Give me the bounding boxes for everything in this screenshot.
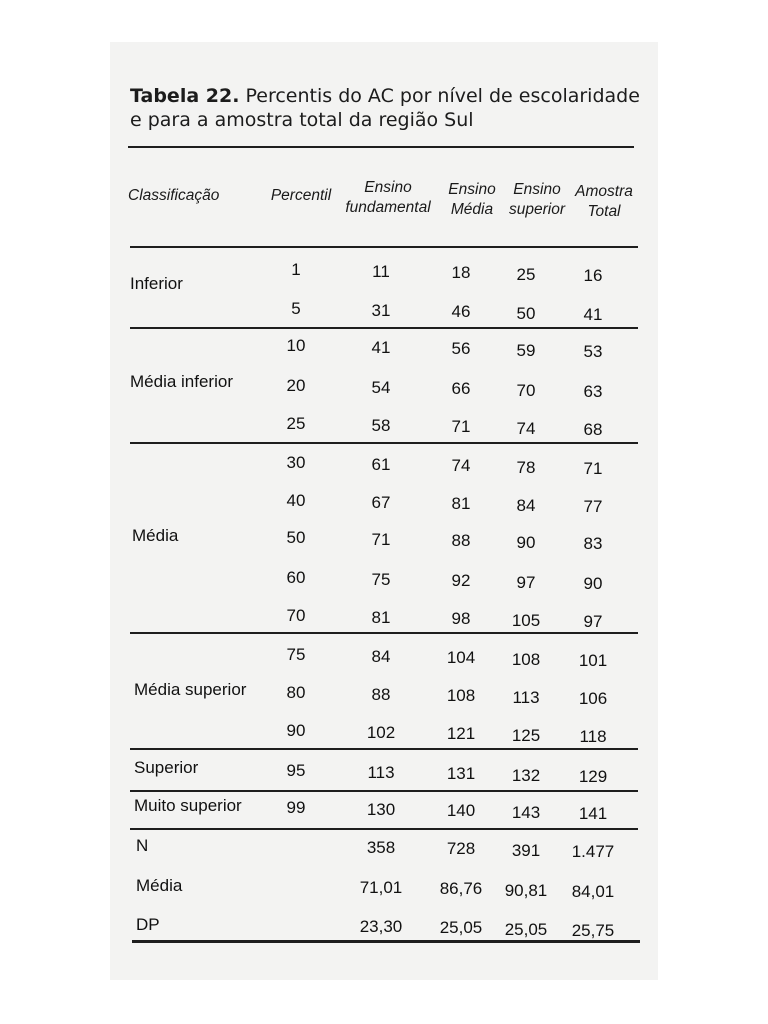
percentile-cell: 95 (286, 761, 306, 780)
media-stat: 25,05 (439, 918, 483, 938)
percentile-cell: 1 (291, 260, 301, 279)
header-total-line2: Total (587, 203, 621, 220)
superior-cell: 78 (516, 457, 536, 477)
superior-cell: 59 (516, 340, 536, 360)
percentile-cell: 60 (286, 568, 306, 587)
percentile-cell: 10 (286, 336, 306, 355)
media-cell: 81 (451, 494, 471, 514)
row-divider (130, 327, 638, 329)
classification-label: Média (132, 526, 179, 545)
percentile-cell: 75 (286, 645, 306, 664)
stat-label: N (136, 836, 149, 855)
media-cell: 74 (451, 456, 471, 476)
media-cell: 104 (446, 648, 476, 668)
superior-cell: 74 (516, 418, 536, 438)
media-cell: 56 (451, 339, 471, 359)
superior-cell: 132 (511, 765, 541, 785)
total-stat: 1.477 (571, 841, 615, 861)
percentile-cell: 50 (286, 528, 306, 547)
header-total-line1: Amostra (575, 183, 633, 200)
header-superior (502, 180, 572, 220)
fundamental-stat: 23,30 (359, 916, 403, 936)
total-cell: 16 (583, 265, 603, 285)
classification-label: Média superior (134, 680, 247, 699)
header-fundamental (338, 178, 438, 218)
header-total (568, 182, 640, 222)
row-divider (130, 632, 638, 634)
percentile-cell: 5 (291, 299, 301, 318)
row-divider (130, 748, 638, 750)
fundamental-cell: 75 (371, 569, 391, 589)
media-cell: 121 (446, 724, 476, 744)
fundamental-stat: 358 (366, 837, 396, 857)
fundamental-cell: 102 (366, 722, 396, 742)
superior-cell: 125 (511, 725, 541, 745)
table-number: Tabela 22. (130, 85, 240, 107)
header-superior-line2: superior (509, 201, 565, 218)
total-stat: 25,75 (571, 920, 615, 940)
superior-stat: 391 (511, 840, 541, 860)
total-cell: 118 (579, 726, 607, 746)
table-caption (130, 84, 650, 132)
percentile-cell: 70 (286, 606, 306, 625)
percentile-cell: 20 (286, 376, 306, 395)
fundamental-cell: 11 (372, 261, 390, 281)
fundamental-cell: 130 (366, 799, 396, 819)
percentile-cell: 99 (286, 798, 306, 817)
total-cell: 129 (578, 766, 608, 786)
superior-cell: 105 (511, 610, 541, 630)
classification-label: Inferior (130, 274, 183, 293)
superior-cell: 143 (511, 802, 541, 822)
total-cell: 53 (583, 341, 603, 361)
header-media-line2: Média (450, 201, 494, 218)
superior-cell: 84 (516, 495, 536, 515)
fundamental-cell: 67 (371, 492, 391, 512)
classification-label: Muito superior (134, 796, 242, 815)
header-percentil (262, 186, 340, 206)
media-stat: 728 (446, 839, 476, 859)
fundamental-cell: 84 (371, 646, 391, 666)
superior-cell: 70 (516, 380, 536, 400)
fundamental-cell: 41 (371, 337, 391, 357)
header-percentil-text: Percentil (270, 187, 332, 204)
media-stat: 86,76 (439, 879, 483, 899)
media-cell: 92 (451, 571, 471, 591)
media-cell: 88 (451, 531, 471, 551)
total-cell: 101 (578, 650, 608, 670)
stat-label: DP (136, 915, 160, 934)
row-divider (130, 790, 638, 792)
header-classificacao-text: Classificação (128, 187, 220, 204)
media-cell: 18 (451, 263, 471, 283)
superior-cell: 113 (512, 687, 540, 707)
media-cell: 108 (446, 686, 476, 706)
total-cell: 90 (583, 573, 603, 593)
percentile-cell: 90 (286, 721, 306, 740)
superior-cell: 25 (516, 264, 536, 284)
header-media-line1: Ensino (448, 181, 496, 198)
fundamental-cell: 113 (367, 762, 395, 782)
classification-label: Superior (134, 758, 199, 777)
percentile-cell: 25 (286, 414, 306, 433)
total-cell: 83 (583, 533, 603, 553)
table-title: Percentis do AC por nível de escolaridade e para a amostra total da região Sul (130, 85, 640, 131)
media-cell: 98 (451, 609, 471, 629)
media-cell: 66 (451, 379, 471, 399)
superior-cell: 90 (516, 532, 536, 552)
superior-cell: 108 (511, 649, 541, 669)
classification-label: Média inferior (130, 372, 233, 391)
stat-label: Média (136, 876, 183, 895)
fundamental-cell: 71 (371, 529, 391, 549)
fundamental-cell: 31 (371, 300, 391, 320)
header-fundamental-line1: Ensino (364, 179, 412, 196)
total-cell: 97 (583, 611, 603, 631)
header-classificacao (128, 186, 219, 206)
superior-cell: 97 (516, 572, 536, 592)
header-fundamental-line2: fundamental (345, 199, 431, 216)
fundamental-cell: 61 (371, 454, 391, 474)
media-cell: 131 (446, 764, 476, 784)
row-divider (130, 442, 638, 444)
total-cell: 41 (583, 304, 603, 324)
total-cell: 141 (578, 803, 608, 823)
percentile-cell: 40 (286, 491, 306, 510)
total-cell: 77 (583, 496, 603, 516)
fundamental-stat: 71,01 (359, 877, 403, 897)
fundamental-cell: 81 (371, 607, 391, 627)
superior-cell: 50 (516, 303, 536, 323)
row-divider (130, 246, 638, 248)
total-cell: 106 (578, 688, 608, 708)
percentile-cell: 80 (286, 683, 306, 702)
header-media (440, 180, 504, 220)
superior-stat: 25,05 (504, 919, 548, 939)
fundamental-cell: 54 (371, 377, 391, 397)
media-cell: 71 (451, 417, 471, 437)
media-cell: 46 (451, 302, 471, 322)
header-superior-line1: Ensino (513, 181, 561, 198)
fundamental-cell: 58 (371, 415, 391, 435)
row-divider (130, 828, 638, 830)
top-rule (128, 146, 634, 148)
percentile-cell: 30 (286, 453, 306, 472)
fundamental-cell: 88 (371, 684, 391, 704)
total-stat: 84,01 (571, 881, 615, 901)
total-cell: 68 (583, 419, 603, 439)
media-cell: 140 (446, 801, 476, 821)
total-cell: 71 (583, 458, 603, 478)
superior-stat: 90,81 (504, 880, 548, 900)
total-cell: 63 (583, 381, 603, 401)
